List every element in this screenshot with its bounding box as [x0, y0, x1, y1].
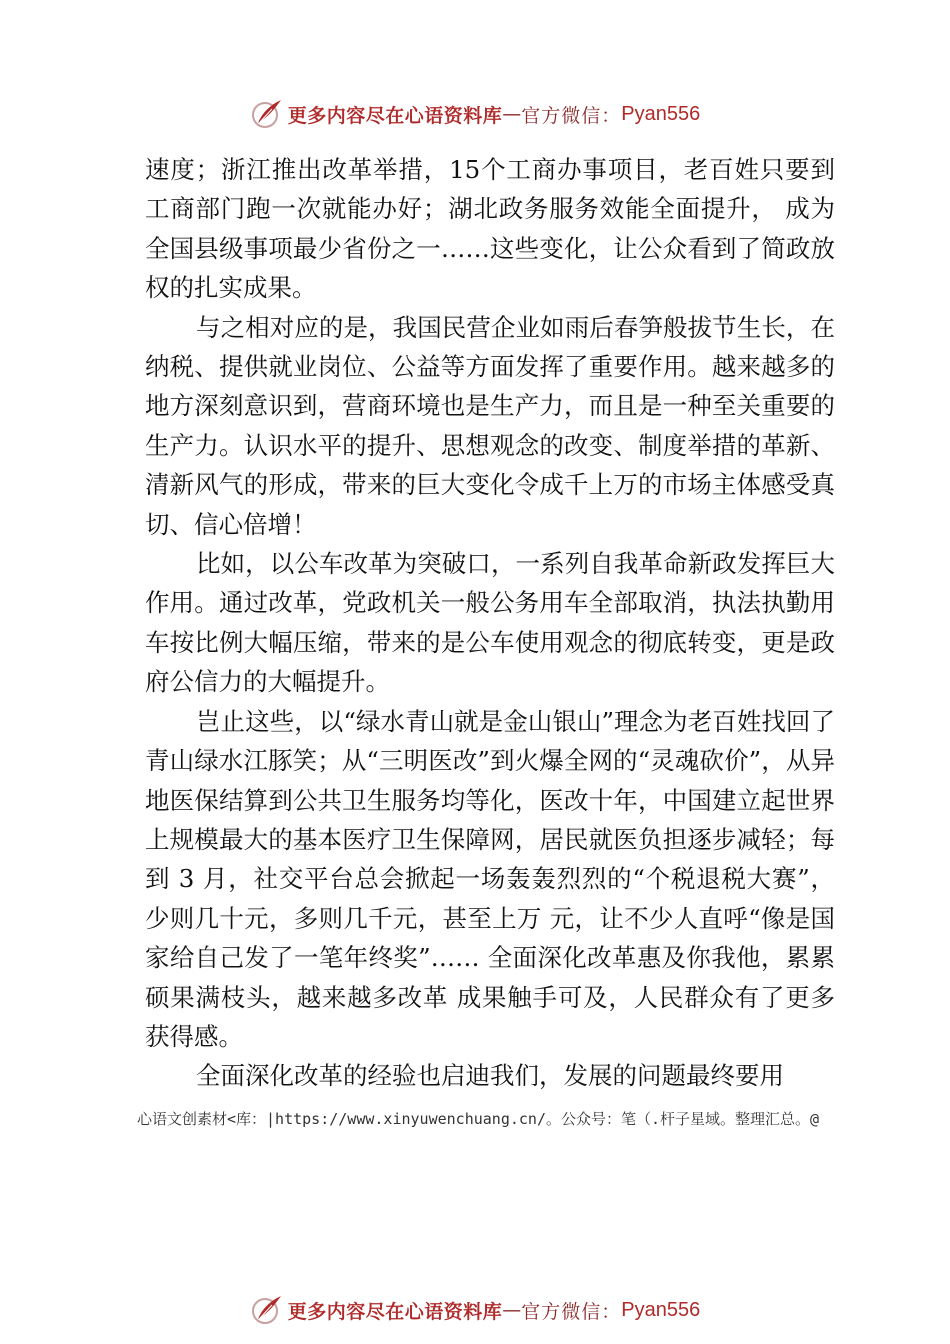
paragraph-3: 比如，以公车改革为突破口，一系列自我革命新政发挥巨大作用。通过改革，党政机关一般公务用车全部取消，执法执勤用车按比例大幅压缩，带来的是公车使用观念的彻底转变，更是政府公信力的大幅提升。: [145, 549, 835, 697]
footer-banner: [0, 1290, 950, 1330]
footer-banner-title: 更多内容尽在心语资料库: [287, 1300, 503, 1323]
paragraph-2: 与之相对应的是，我国民营企业如雨后春笋般拔节生长，在纳税、提供就业岗位、公益等方面发挥了重要作用。越来越多的地方深刻意识到，营商环境也是生产力，而且是一种至关重要的生产力。认识水平的提升、思想观念的改变、制度举措的革新、清新风气的形成，带来的巨大变化令成千上万的市场主体感受真切、信心倍增！: [145, 312, 835, 539]
paragraph-4: 岂止这些，以“绿水青山就是金山银山”理念为老百姓找回了青山绿水江豚笑；从“三明医改”到火爆全网的“灵魂砍价”，从异地医保结算到公共卫生服务均等化，医改十年，中国建立起世界上规模最大的基本医疗卫生保障网，居民就医负担逐步减轻；每到 3 月，社交平台总会掀起一场轰轰烈烈的“个税退税大赛”，少则几十元，多则几千元，甚至上万 元，让不少人直呼“像是国家给自己发了一笔年终奖”…… 全面深化改革惠及你我他，累累硕果满枝头，越来越多改革 成果触手可及，人民群众有了更多获得感。: [145, 706, 835, 1051]
banner-title: 更多内容尽在心语资料库: [287, 104, 503, 127]
paragraph-5: 全面深化改革的经验也启迪我们，发展的问题最终要用: [196, 1061, 784, 1091]
footer-banner-wechat-id: Pyan556: [621, 1298, 701, 1321]
article-body: [145, 150, 835, 1096]
quill-logo-icon: [250, 97, 284, 131]
banner-separator: —: [502, 103, 522, 125]
paragraph-1: 速度；浙江推出改革举措，15个工商办事项目，老百姓只要到工商部门跑一次就能办好；湖北政务服务效能全面提升， 成为全国县级事项最少省份之一……这些变化，让公众看到了简政放权的扎实成果。: [145, 155, 835, 303]
header-banner: [0, 94, 950, 134]
footer-banner-separator: —: [502, 1299, 522, 1321]
banner-wechat-label: 官方微信：: [521, 104, 622, 127]
footer-banner-wechat-label: 官方微信：: [521, 1300, 622, 1323]
source-footnote: 心语文创素材<库：|https://www.xinyuwenchuang.cn/。公众号：笔（.杆子星域。整理汇总。@: [137, 1110, 820, 1128]
banner-wechat-id: Pyan556: [621, 102, 701, 125]
quill-logo-icon: [250, 1293, 284, 1327]
